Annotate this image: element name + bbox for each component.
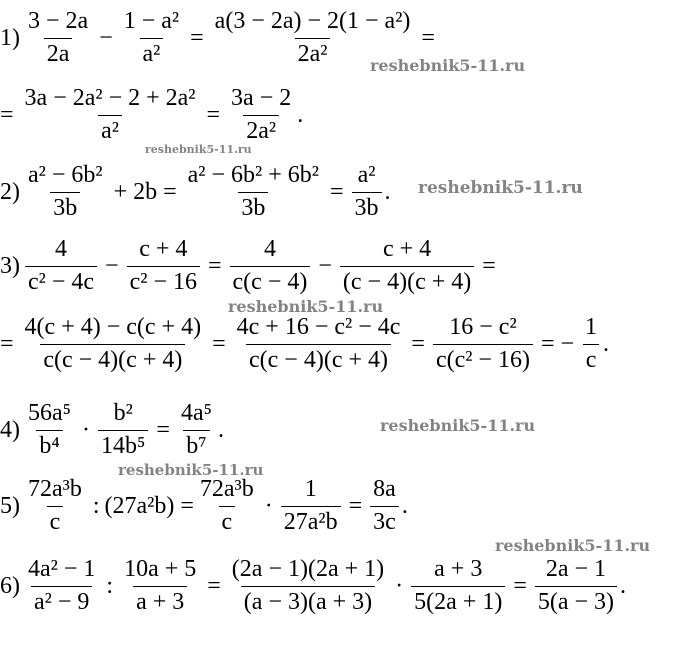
fraction <box>25 476 85 536</box>
watermark: reshebnik5-11.ru <box>370 56 526 75</box>
problem-4-line <box>0 400 224 460</box>
denominator: 14b⁵ <box>98 430 148 461</box>
operator: − <box>99 24 113 51</box>
problem-1-line-2 <box>0 85 303 145</box>
numerator: a² − 6b² <box>28 162 103 188</box>
numerator: (2a − 1)(2a + 1) <box>231 556 385 582</box>
operator: = − <box>540 330 575 357</box>
fraction <box>352 162 382 222</box>
fraction <box>121 8 182 68</box>
numerator: 4 <box>263 236 276 262</box>
denominator: c(c − 4)(c + 4) <box>246 344 391 375</box>
problem-label: 2) <box>0 178 20 205</box>
denominator: 2a² <box>295 38 331 69</box>
numerator: a² <box>357 162 376 188</box>
denominator: a² <box>98 115 122 146</box>
period: . <box>401 492 408 519</box>
fraction <box>228 85 294 145</box>
numerator: 1 <box>585 314 598 340</box>
fraction <box>370 476 399 536</box>
problem-6-line <box>0 556 626 616</box>
numerator: a(3 − 2a) − 2(1 − a²) <box>214 8 411 34</box>
numerator: 72a³b <box>199 476 254 502</box>
fraction <box>234 314 404 374</box>
operator: : <box>92 492 100 519</box>
denominator: 3b <box>352 192 382 223</box>
denominator: 2a <box>44 38 73 69</box>
fraction <box>121 556 199 616</box>
fraction <box>230 236 311 296</box>
fraction <box>340 236 474 296</box>
numerator: 3a − 2 <box>231 85 292 111</box>
problem-2-line <box>0 162 391 222</box>
denominator: c(c² − 16) <box>433 344 533 375</box>
denominator: c(c − 4)(c + 4) <box>40 344 185 375</box>
operator: = <box>207 572 221 599</box>
operator: · <box>264 492 273 519</box>
numerator: 1 <box>304 476 317 502</box>
denominator: c <box>583 344 600 375</box>
numerator: 72a³b <box>28 476 82 502</box>
denominator: c² − 16 <box>127 266 200 297</box>
operator: = <box>348 492 363 519</box>
numerator: 8a <box>373 476 396 502</box>
numerator: 10a + 5 <box>124 556 197 582</box>
watermark: reshebnik5-11.ru <box>228 297 384 316</box>
numerator: 4 <box>55 236 68 262</box>
operator: = <box>0 101 14 128</box>
numerator: a + 3 <box>434 556 483 582</box>
fraction <box>25 400 74 460</box>
numerator: b² <box>113 400 133 426</box>
denominator: (c − 4)(c + 4) <box>340 266 474 297</box>
problem-5-line <box>0 476 408 536</box>
operator: = <box>482 252 496 279</box>
operator: = <box>156 416 170 443</box>
fraction <box>582 314 600 374</box>
denominator: 5(a − 3) <box>535 586 617 617</box>
problem-label: 6) <box>0 572 20 599</box>
fraction <box>178 400 215 460</box>
watermark: reshebnik5-11.ru <box>418 178 583 198</box>
period: . <box>603 330 610 357</box>
operator: = <box>329 178 344 205</box>
denominator: a + 3 <box>133 586 187 617</box>
operator: = <box>207 252 222 279</box>
problem-3-line-1 <box>0 236 501 296</box>
denominator: 2a² <box>243 115 279 146</box>
problem-label: 1) <box>0 24 20 51</box>
period: . <box>297 101 304 128</box>
watermark: reshebnik5-11.ru <box>145 143 252 156</box>
numerator: 2a − 1 <box>545 556 607 582</box>
operator: : <box>106 572 114 599</box>
fraction <box>411 556 505 616</box>
period: . <box>384 178 391 205</box>
denominator: b⁴ <box>36 430 62 461</box>
operator: − <box>318 252 332 279</box>
denominator: 27a²b <box>281 506 341 537</box>
fraction <box>535 556 617 616</box>
fraction <box>98 400 148 460</box>
problem-label: 5) <box>0 492 20 519</box>
fraction <box>185 162 322 222</box>
watermark: reshebnik5-11.ru <box>495 536 651 555</box>
numerator: 4(c + 4) − c(c + 4) <box>24 314 202 340</box>
operator: · <box>82 416 91 443</box>
operator: · <box>395 572 404 599</box>
operator-text: (27a²b) = <box>104 492 194 519</box>
operator-text: + 2b = <box>113 178 177 205</box>
fraction <box>25 236 97 296</box>
operator: = <box>411 330 425 357</box>
fraction <box>25 556 98 616</box>
fraction <box>25 8 91 68</box>
denominator: 5(2a + 1) <box>411 586 505 617</box>
fraction <box>281 476 341 536</box>
numerator: 3 − 2a <box>28 8 89 34</box>
operator: = <box>0 330 14 357</box>
denominator: a² − 9 <box>31 586 92 617</box>
fraction <box>22 314 205 374</box>
numerator: 4a² − 1 <box>28 556 96 582</box>
fraction <box>433 314 533 374</box>
denominator: c <box>219 506 236 537</box>
period: . <box>620 572 627 599</box>
fraction <box>197 476 257 536</box>
operator: = <box>513 572 527 599</box>
denominator: c(c − 4) <box>230 266 311 297</box>
numerator: c + 4 <box>382 236 432 262</box>
denominator: b⁷ <box>183 430 209 461</box>
fraction <box>127 236 200 296</box>
numerator: c + 4 <box>139 236 188 262</box>
denominator: 3b <box>50 192 80 223</box>
period: . <box>217 416 224 443</box>
fraction <box>229 556 387 616</box>
numerator: 4c + 16 − c² − 4c <box>236 314 401 340</box>
denominator: c <box>47 506 64 537</box>
denominator: a² <box>140 38 164 69</box>
operator: = <box>212 330 226 357</box>
denominator: 3b <box>238 192 268 223</box>
watermark: reshebnik5-11.ru <box>118 461 264 479</box>
numerator: 3a − 2a² − 2 + 2a² <box>24 85 196 111</box>
operator: = <box>190 24 204 51</box>
numerator: 56a⁵ <box>28 400 72 426</box>
problem-label: 3) <box>0 252 20 279</box>
denominator: c² − 4c <box>25 266 97 297</box>
operator: = <box>421 24 435 51</box>
numerator: 16 − c² <box>449 314 517 340</box>
numerator: 4a⁵ <box>180 400 212 426</box>
numerator: a² − 6b² + 6b² <box>187 162 319 188</box>
denominator: (a − 3)(a + 3) <box>241 586 375 617</box>
operator: − <box>105 252 119 279</box>
problem-label: 4) <box>0 416 20 443</box>
watermark: reshebnik5-11.ru <box>380 416 536 435</box>
fraction <box>22 85 199 145</box>
denominator: 3c <box>370 506 399 537</box>
operator: = <box>206 101 221 128</box>
fraction <box>25 162 106 222</box>
numerator: 1 − a² <box>123 8 180 34</box>
problem-3-line-2 <box>0 314 609 374</box>
